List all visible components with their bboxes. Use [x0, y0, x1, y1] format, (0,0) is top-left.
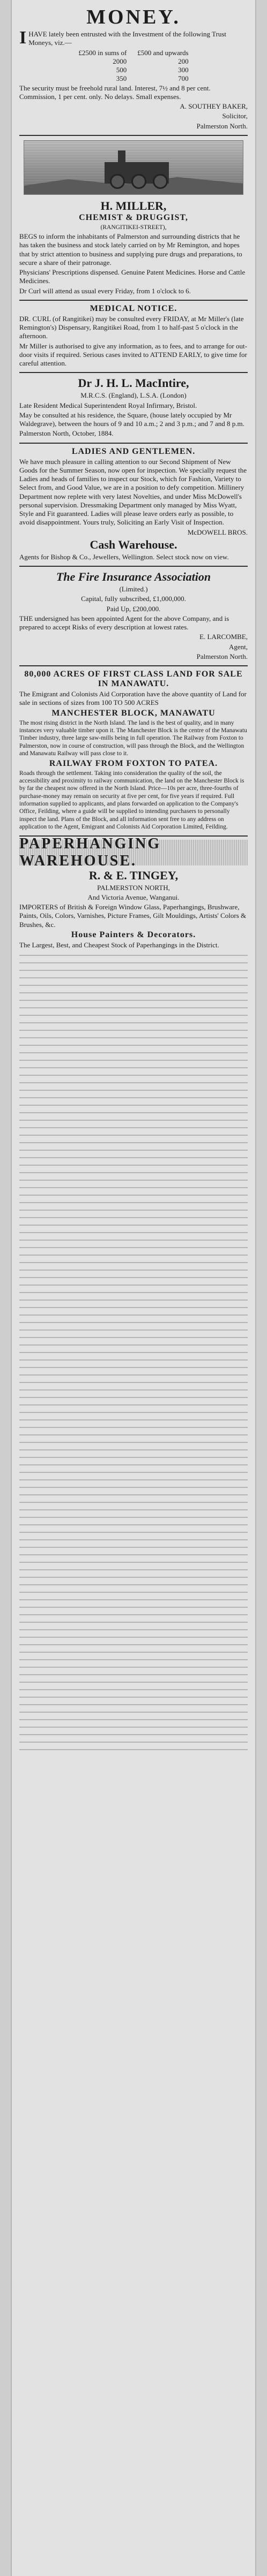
divider — [19, 372, 248, 373]
mcdowell-body: We have much pleasure in calling attention to our Second Shipment of New Goods for the Summer Season, now open for inspection. We specially request the Ladies and heads of families to inspect our Stock, which for Fashion, Variety to Select from, and Good Value, we are in a position to defy competition. Millinery Department now replete with very latest Novelties, and under Miss McDowell's personal supervision. Dressmaking Department only managed by Miss Wyatt, Style and Fit guaranteed. Ladies will please leave orders early as possible, to avoid disappointment. Yours truly, Soliciting an Early Visit of Inspection. — [19, 457, 247, 527]
mcdowell-advertisement — [19, 447, 248, 562]
medical-notice — [19, 304, 248, 368]
fire-title: The Fire Insurance Association — [56, 570, 211, 584]
mcdowell-heading: LADIES AND GENTLEMEN. — [71, 446, 196, 456]
miller-title: CHEMIST & DRUGGIST, — [79, 212, 188, 222]
tingey-sub: And Victoria Avenue, Wanganui. — [87, 893, 180, 901]
miller-advertisement — [19, 140, 248, 295]
fire-capital: Capital, fully subscribed, £1,000,000. — [81, 595, 186, 603]
mcdowell-note: Agents for Bishop & Co., Jewellers, Wellington. Select stock now on view. — [19, 552, 229, 561]
tingey-advertisement — [19, 835, 248, 950]
tingey-body: IMPORTERS of British & Foreign Window Glass, Paperhangings, Brushware, Paints, Oils, Colors, Varnishes, Picture Frames, Gilt Mouldings, Artists' Colors & Brushes, &c. — [19, 903, 247, 929]
medical-title: MEDICAL NOTICE. — [90, 303, 177, 313]
fire-subtitle: (Limited.) — [119, 585, 148, 594]
tingey-trade: House Painters & Decorators. — [71, 930, 196, 939]
mcdowell-warehouse: Cash Warehouse. — [90, 537, 177, 551]
miller-address: (RANGITIKEI-STREET), — [100, 224, 167, 231]
miller-prescriptions: Physicians' Prescriptions dispensed. Genuine Patent Medicines. Horse and Cattle Medicines. — [19, 268, 246, 285]
mcdowell-signer: McDOWELL BROS. — [187, 528, 248, 536]
divider — [19, 300, 248, 301]
tingey-name: R. & E. TINGEY, — [88, 868, 179, 882]
medical-body-2: Mr Miller is authorised to give any information, as to fees, and to arrange for out-door visits if required. Serious cases invited to ATTEND EARLY, to give time for careful attention. — [19, 341, 247, 368]
macintire-place: Palmerston North, October, 1884. — [19, 429, 114, 438]
manawatu-land-advertisement — [19, 670, 248, 831]
newspaper-column — [11, 0, 256, 2576]
rates-table — [73, 49, 194, 83]
fire-role: Agent, — [228, 642, 248, 651]
page-continuation — [19, 952, 248, 1754]
money-signer: A. SOUTHEY BAKER, — [180, 102, 248, 110]
money-body: The security must be freehold rural land. Interest, 7½ and 8 per cent. Commission, 1 per cent. only. No delays. Small expenses. — [19, 83, 211, 101]
manawatu-railway: RAILWAY FROM FOXTON TO PATEA. — [49, 758, 218, 768]
divider — [19, 443, 248, 444]
fire-signer: E. LARCOMBE, — [199, 633, 248, 641]
macintire-role: Late Resident Medical Superintendent Royal Infirmary, Bristol. — [19, 401, 197, 409]
tingey-place: PALMERSTON NORTH, — [97, 883, 170, 892]
manawatu-body-2: Roads through the settlement. Taking into consideration the quality of the soil, the accessibility and proximity to railway communication, the land on the Manchester Block is by far the cheapest now offered in the North Island. Price—10s per acre, three-fourths of purchase-money may remain on security at five per cent, for five years if required. Full information supplied to applicants, and plans forwarded on application to the Company's Office, Feilding, where a guide will be supplied to intending purchasers to personally inspect the land. Plans of the Block, and all information sent free to any address on application to the Agent, Emigrant and Colonists Aid Corporation Limited, Feilding. — [19, 770, 244, 831]
divider — [19, 135, 248, 136]
fire-insurance-advertisement — [19, 570, 248, 661]
rates-row: 500 300 — [116, 65, 189, 74]
rates-row: 2000 200 — [113, 57, 189, 65]
manawatu-body: The most rising district in the North Island. The land is the best of quality, and in many instances very valuable timber upon it. The Manchester Block is the centre of the Manawatu Timber industry, three large saw-mills being in full operation. The Railway from Foxton to Palmerston, now in course of construction, will pass through the Block, and the Wellington and Manawatu Railway will pass close to it. — [19, 719, 247, 757]
divider — [19, 665, 248, 666]
money-title: MONEY. — [86, 6, 181, 28]
manawatu-title: 80,000 ACRES OF FIRST CLASS LAND FOR SALE IN MANAWATU. — [24, 670, 243, 689]
macintire-advertisement — [19, 376, 248, 438]
money-advertisement — [19, 5, 248, 131]
rates-row: 350 700 — [116, 74, 189, 82]
money-intro: IHAVE lately been entrusted with the Investment of the following Trust Moneys, viz.— — [19, 28, 227, 48]
manawatu-intro: The Emigrant and Colonists Aid Corporation have the above quantity of Land for sale in sections of sizes from 100 TO 500 ACRES — [19, 690, 247, 707]
fire-paid: Paid Up, £200,000. — [106, 604, 161, 613]
locomotive-engraving — [24, 140, 243, 195]
macintire-body: May be consulted at his residence, the Square, (house lately occupied by Mr Waldegrave), between the hours of 9 and 10 a.m.; 2 and 3 p.m.; and 7 and 8 p.m. — [19, 411, 244, 428]
money-role: Solicitor, — [222, 112, 248, 120]
miller-name: H. MILLER, — [100, 199, 167, 212]
miller-body: BEGS to inform the inhabitants of Palmerston and surrounding districts that he has taken the business and stock lately carried on by Mr Remington, and hopes that by strict attention to business and supplying pure drugs and preparations, to secure a share of their patronage. — [19, 232, 242, 267]
macintire-qualifications: M.R.C.S. (England), L.S.A. (London) — [80, 391, 187, 400]
dropcap-letter: I — [19, 28, 27, 48]
fire-place: Palmerston North. — [196, 652, 248, 660]
medical-body: DR. CURL (of Rangitikei) may be consulted every FRIDAY, at Mr Miller's (late Remington's) Dispensary, Rangitikei Road, from 1 to half-past 5 o'clock in the afternoon. — [19, 314, 244, 340]
manawatu-block: MANCHESTER BLOCK, MANAWATU — [51, 708, 216, 718]
miller-attendance: Dr Curl will attend as usual every Friday, from 1 o'clock to 6. — [19, 286, 191, 295]
tingey-footer: The Largest, Best, and Cheapest Stock of Paperhangings in the District. — [19, 940, 219, 949]
divider — [19, 566, 248, 567]
rates-row: £2500 in sums of £500 and upwards — [78, 48, 189, 57]
macintire-name: Dr J. H. L. MacIntire, — [78, 376, 189, 390]
money-place: Palmerston North. — [196, 121, 248, 130]
paperhanging-banner: PAPERHANGING WAREHOUSE. — [19, 840, 248, 865]
fire-body: THE undersigned has been appointed Agent for the above Company, and is prepared to accept Risks of every description at lowest rates. — [19, 614, 229, 632]
